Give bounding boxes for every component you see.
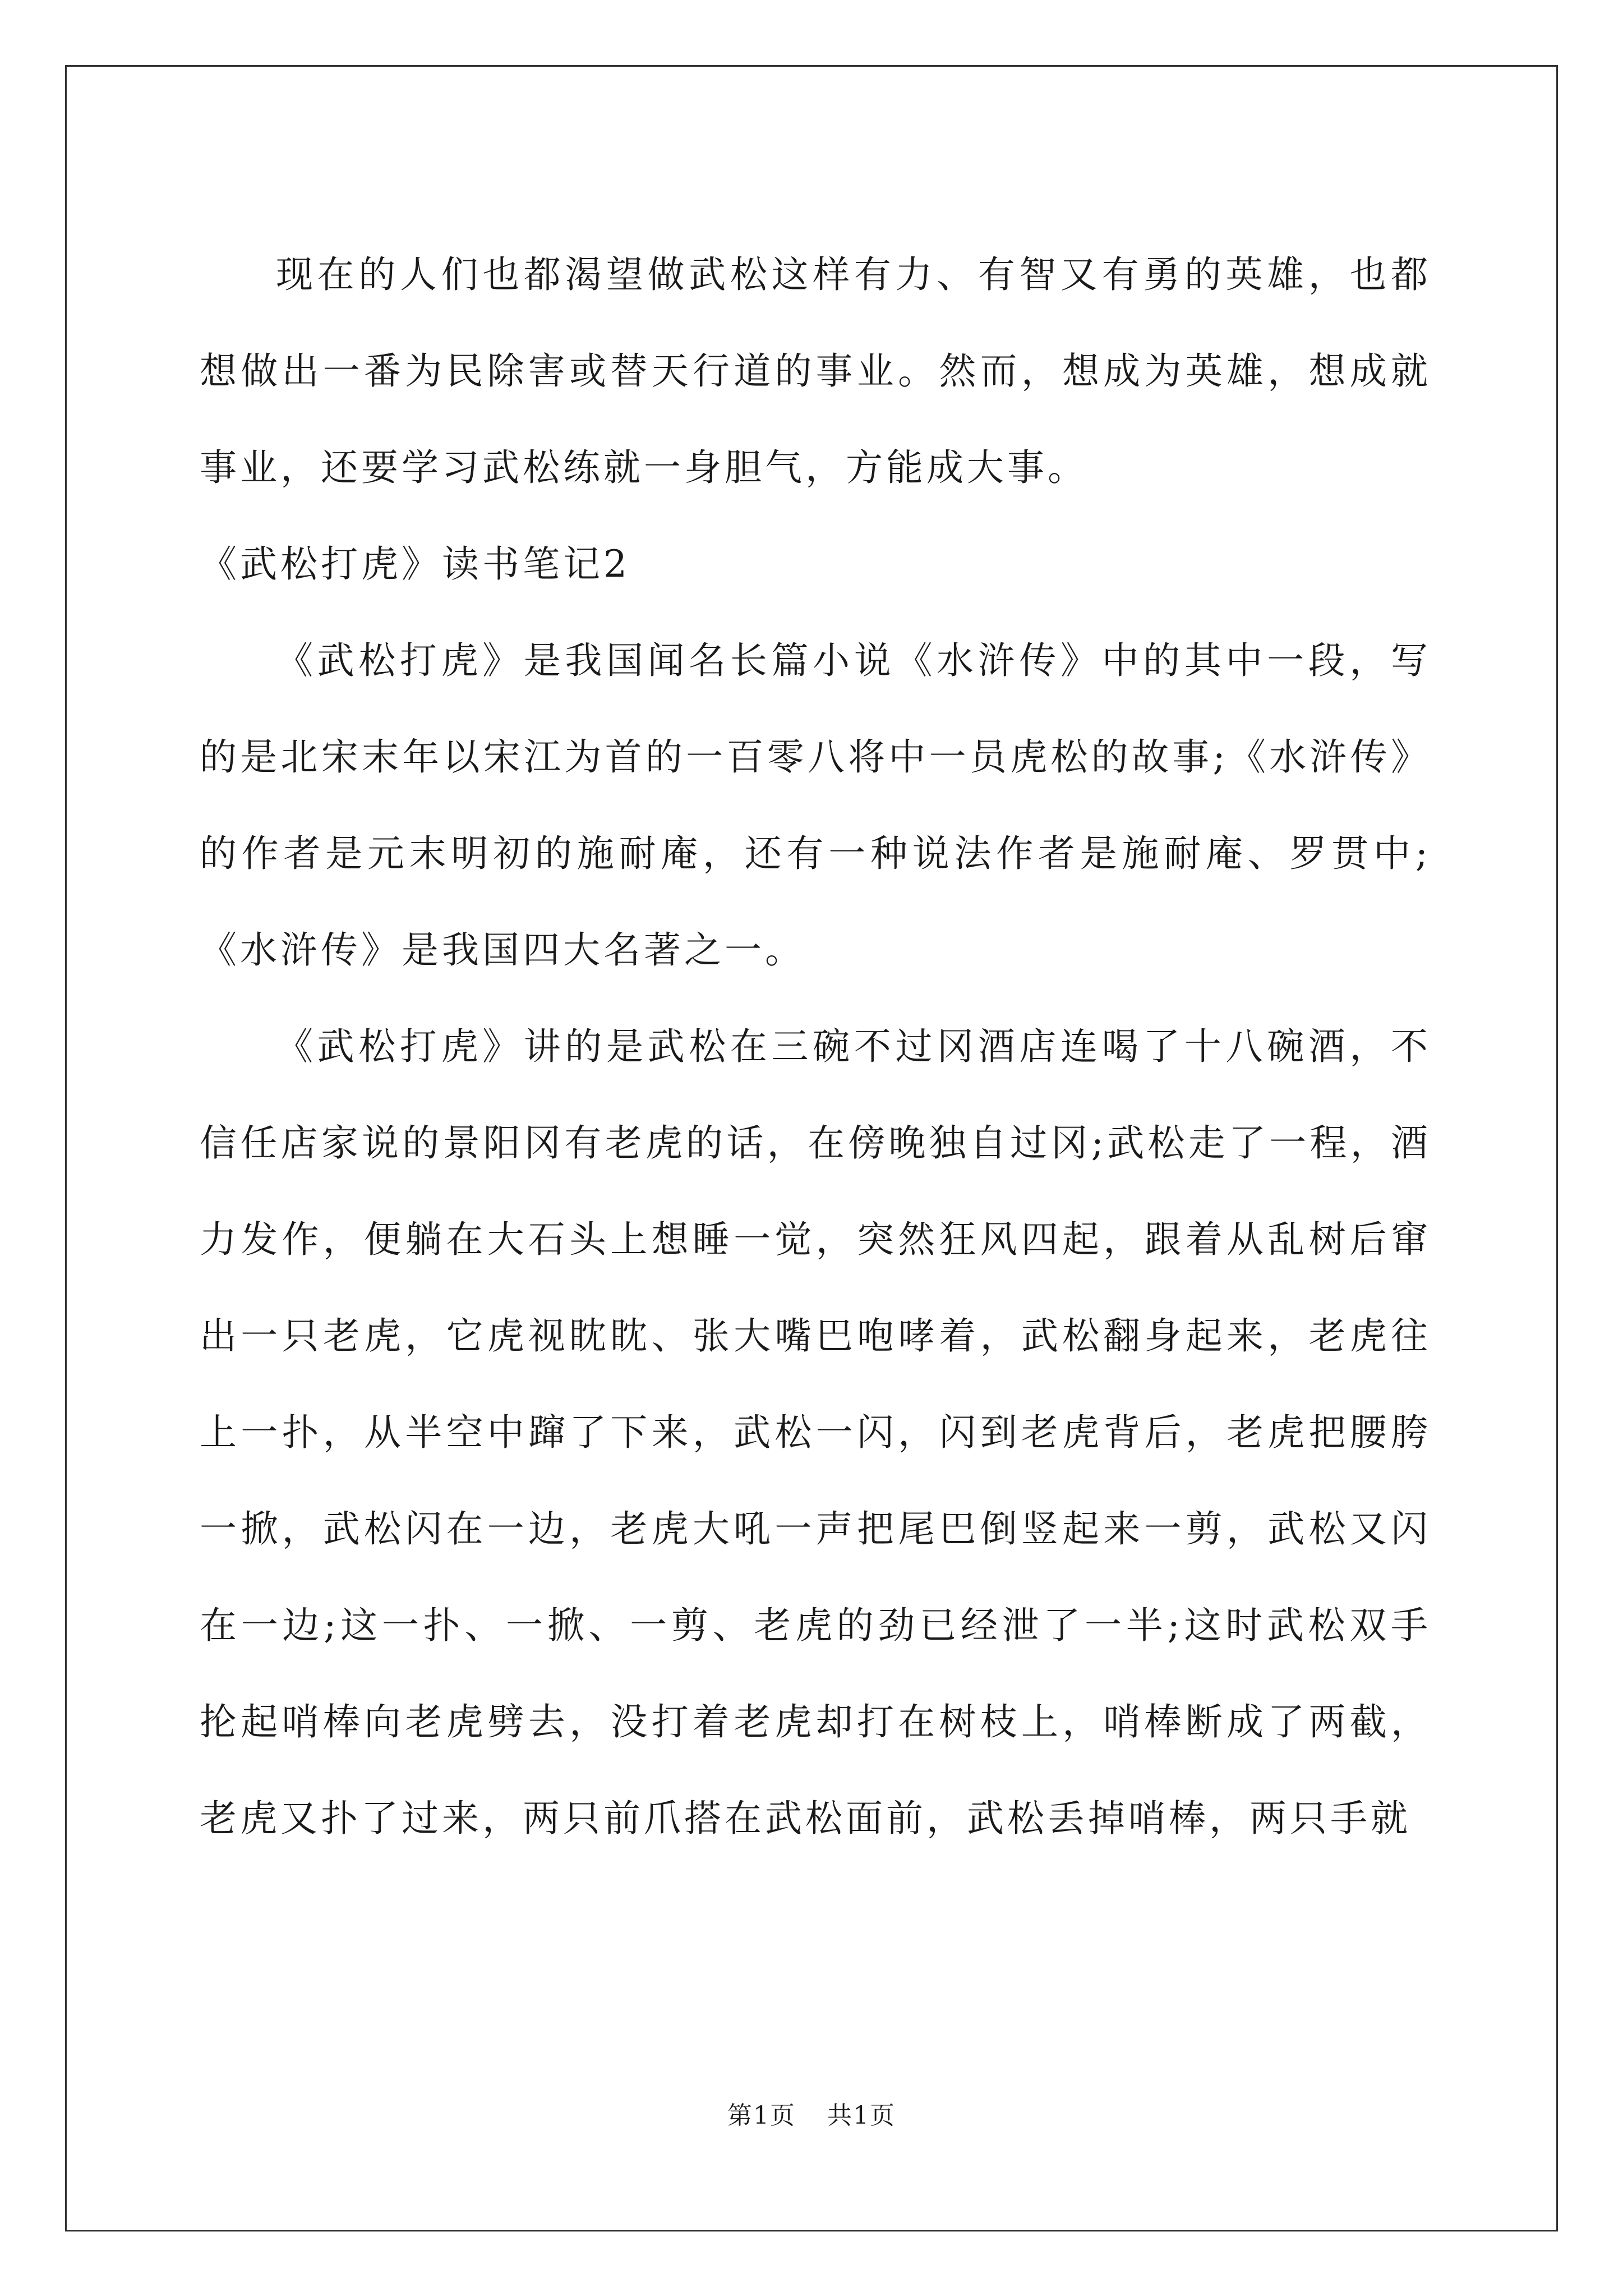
page-number-current: 第1页: [727, 2101, 796, 2130]
section-heading: 《武松打虎》读书笔记2: [200, 542, 630, 586]
paragraph-intro: 现在的人们也都渴望做武松这样有力、有智又有勇的英雄，也都想做出一番为民除害或替天行道的事业。然而，想成为英雄，想成就事业，还要学习武松练就一身胆气，方能成大事。: [200, 253, 1431, 489]
page-footer: [0, 2099, 1623, 2133]
paragraph-section-1: 《武松打虎》是我国闻名长篇小说《水浒传》中的其中一段，写的是北宋末年以宋江为首的一百零八将中一员虎松的故事;《水浒传》的作者是元末明初的施耐庵，还有一种说法作者是施耐庵、罗贯中;《水浒传》是我国四大名著之一。: [200, 639, 1431, 972]
page-number-total: 共1页: [827, 2101, 896, 2130]
document-body: [200, 227, 1431, 1867]
paragraph-section-2: 《武松打虎》讲的是武松在三碗不过冈酒店连喝了十八碗酒，不信任店家说的景阳冈有老虎的话，在傍晚独自过冈;武松走了一程，酒力发作，便躺在大石头上想睡一觉，突然狂风四起，跟着从乱树后窜出一只老虎，它虎视眈眈、张大嘴巴咆哮着，武松翻身起来，老虎往上一扑，从半空中蹿了下来，武松一闪，闪到老虎背后，老虎把腰胯一掀，武松闪在一边，老虎大吼一声把尾巴倒竖起来一剪，武松又闪在一边;这一扑、一掀、一剪、老虎的劲已经泄了一半;这时武松双手抡起哨棒向老虎劈去，没打着老虎却打在树枝上，哨棒断成了两截，老虎又扑了过来，两只前爪搭在武松面前，武松丢掉哨棒，两只手就: [200, 1025, 1431, 1840]
